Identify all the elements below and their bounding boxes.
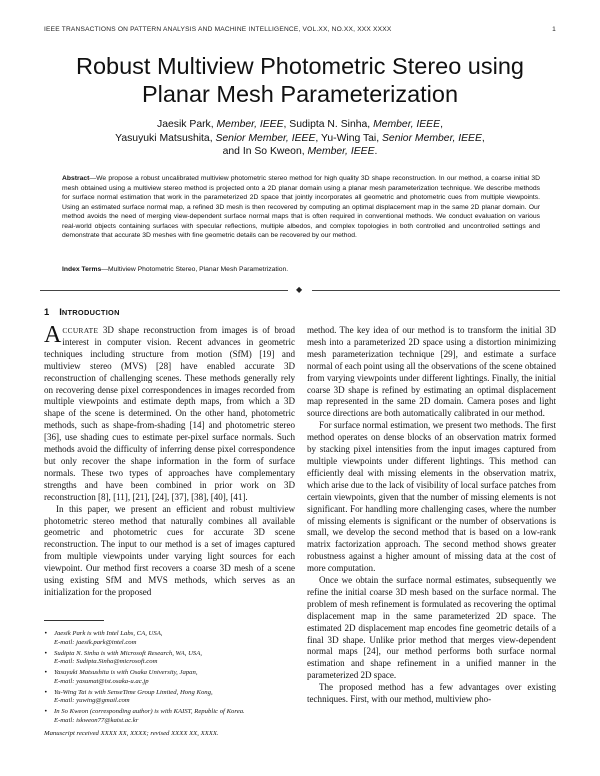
right-paragraph-2: For surface normal estimation, we present two methods. The first method operates on dense blocks of an observation matrix formed by stacking pixel intensities from the input images captured from multiple viewpoints under different lightings. This method can efficiently deal with missing elements in the observation matrix, which arise due to the lack of visibility of local surface patches from certain viewpoints, given that the number of missing elements is not significant. For handling more challenging cases, where the number of missing elements is significant or the number of observations is small, we develop the second method that is based on a low-rank matrix factorization approach. The second method shows greater robustness against a higher amount of missing data at the cost of more computation.: [307, 420, 556, 574]
paper-title-line-2: Planar Mesh Parameterization: [141, 81, 459, 107]
running-head: [44, 26, 556, 38]
author-name: , Yu-Wing Tai,: [315, 132, 382, 144]
index-terms-text: —Multiview Photometric Stereo, Planar Mesh Parametrization.: [101, 266, 289, 273]
footnote-email: E-mail: iskweon77@kaist.ac.kr: [54, 716, 139, 724]
section-separator: [40, 286, 560, 294]
abstract: [62, 174, 540, 241]
footnote-affiliation: Yu-Wing Tai is with SenseTime Group Limited, Hong Kong,: [54, 688, 213, 696]
author-name: , Sudipta N. Sinha,: [283, 119, 374, 130]
footnote-email: E-mail: yuwing@gmail.com: [54, 697, 130, 705]
footnote-email: E-mail: jaesik.park@intel.com: [54, 638, 137, 646]
author-line-2: [40, 132, 560, 146]
footnote-affiliation: Yasuyuki Matsushita is with Osaka University, Japan,: [54, 669, 198, 677]
section-title-initial: I: [59, 306, 62, 317]
right-paragraph-4: The proposed method has a few advantages over existing techniques. First, with our method, multiview pho-: [307, 682, 556, 705]
intro-paragraph-1: [44, 322, 295, 504]
separator-line-left: [40, 290, 288, 291]
abstract-label: Abstract: [62, 175, 90, 182]
author-punct: ,: [481, 132, 485, 144]
footnote-item: [44, 630, 295, 647]
manuscript-note: Manuscript received XXXX XX, XXXX; revised XXXX XX, XXXX.: [44, 730, 219, 738]
author-role: Senior Member, IEEE: [215, 132, 316, 144]
right-paragraph-3: Once we obtain the surface normal estimates, subsequently we refine the initial coarse 3D mesh based on the surface normal. The problem of mesh refinement is formulated as recovering the optimal displacement map in the same parameterized 2D space. The estimated 2D displacement map encodes fine geometric details of a final 3D shape. Unlike prior method that merges view-dependent normal maps [24], our method performs both surface normal estimation and shape refinement in a unified manner in the parameterized 2D space.: [307, 575, 556, 681]
author-punct: ,: [440, 119, 443, 130]
bullet-icon: •: [44, 669, 48, 677]
bullet-icon: •: [44, 708, 48, 716]
author-role: Senior Member, IEEE: [382, 132, 482, 144]
footnote-item: [44, 650, 295, 667]
footnote-affiliation: Sudipta N. Sinha is with Microsoft Research, WA, USA,: [54, 649, 203, 657]
author-role: Member, IEEE: [373, 119, 441, 130]
author-name: Yasuyuki Matsushita,: [115, 132, 216, 144]
author-name: and In So Kweon,: [222, 146, 308, 157]
paper-title-line-1: Robust Multiview Photometric Stereo using: [75, 53, 524, 79]
footnote-item: [44, 669, 295, 686]
drop-cap: A: [44, 322, 62, 348]
section-number: 1: [44, 306, 50, 317]
author-punct: .: [374, 146, 378, 157]
bullet-icon: •: [44, 688, 48, 696]
intro-paragraph-1-text: 3D shape reconstruction from images is of broad interest in computer vision. Recent advances in geometric techniques including structure from motion (SfM) [19] and multiview stereo (MVS) [28] have enabled accurate 3D reconstruction of challenging scenes. These methods generally rely on recovering dense pixel correspondences in images recorded from multiple viewpoints and estimate depth maps, from which a 3D shape of the scene is determined. On the other hand, photometric methods, such as shape-from-shading [14] and photometric stereo [36], use shading cues to estimate per-pixel surface normals. Such methods avoid the difficulty of inferring dense pixel correspondence but only recover the shape information in the form of surface normals. These two types of approaches have complementary strengths and have been combined in prior work on 3D reconstruction [8], [11], [21], [24], [37], [38], [40], [41].: [44, 325, 295, 502]
footnote-affiliation: Jaesik Park is with Intel Labs, CA, USA,: [54, 630, 163, 637]
index-terms-label: Index Terms: [62, 266, 102, 273]
index-terms: [62, 265, 540, 274]
footnote-affiliation: In So Kweon (corresponding author) is with KAIST, Republic of Korea.: [54, 708, 245, 716]
author-role: Member, IEEE: [307, 146, 375, 157]
bullet-icon: •: [44, 630, 48, 637]
separator-line-right: [312, 290, 560, 291]
intro-paragraph-2: In this paper, we present an efficient and robust multiview photometric stereo method that naturally combines all available geometric and photometric cues for accurate 3D scene reconstruction. The input to our method is a set of images captured from multiple viewpoints under varying light sources for each viewpoint. Our method first recovers a coarse 3D mesh of a scene using existing SfM and MVS methods, which serves as an initialization for the proposed: [44, 503, 295, 597]
right-paragraph-1: method. The key idea of our method is to transform the initial 3D mesh into a parameterized 2D space using a distortion minimizing mesh parameterization technique [29], and estimate a surface normal of each point using all the observations of the scene obtained from varying viewpoints under different lightings. Finally, the initial coarse 3D shape is refined by estimating an optimal displacement map represented in the same 2D domain. Camera poses and light source directions are both automatically calibrated in our method.: [307, 325, 556, 419]
section-heading: [44, 306, 120, 317]
paper-title: [40, 52, 560, 108]
intro-smallcaps: CCURATE: [62, 326, 99, 335]
bullet-icon: •: [44, 649, 48, 657]
left-column: [44, 322, 295, 599]
page-number: 1: [552, 26, 556, 33]
footnote-rule: [44, 620, 104, 621]
footnote-item: [44, 689, 295, 706]
author-role: Member, IEEE: [216, 119, 284, 130]
author-line-1: [40, 118, 560, 132]
footnote-email: E-mail: yasumat@ist.osaka-u.ac.jp: [54, 677, 149, 685]
footnote-list: [44, 630, 295, 725]
abstract-dash: —: [89, 175, 97, 182]
journal-header: IEEE TRANSACTIONS ON PATTERN ANALYSIS AND MACHINE INTELLIGENCE, VOL.XX, NO.XX, XXX XXXX: [44, 26, 392, 33]
author-line-3: [40, 145, 560, 159]
footnote-email: E-mail: Sudipta.Sinha@microsoft.com: [54, 658, 158, 666]
section-title-rest: NTRODUCTION: [61, 308, 120, 317]
footnote-item: [44, 708, 295, 725]
footnotes: [44, 630, 295, 739]
abstract-text: We propose a robust uncalibrated multiview photometric stereo method for high quality 3D shape reconstruction. In our method, a coarse initial 3D mesh obtained using a multiview stereo method is projected onto a 2D planar domain using a planar mesh parameterization technique. We describe methods for surface normal estimation that work in the parameterized 2D space that jointly incorporates all geometric and photometric cues from multiple viewpoints. Using an estimated surface normal map, a refined 3D mesh is then recovered by computing an optimal displacement map in the same 2D planar domain. Our method avoids the need of merging view-dependent surface normal maps that is often required in conventional methods. We conduct evaluation on various real-world objects containing surfaces with specular reflections, multiple albedos, and complex topologies in both controlled and uncontrolled settings and demonstrate that accurate 3D meshes with fine geometric details can be recovered by our method.: [62, 175, 540, 240]
author-name: Jaesik Park,: [157, 119, 217, 130]
right-column: [307, 325, 556, 706]
author-list: [40, 118, 560, 159]
diamond-icon: ◆: [296, 285, 303, 294]
